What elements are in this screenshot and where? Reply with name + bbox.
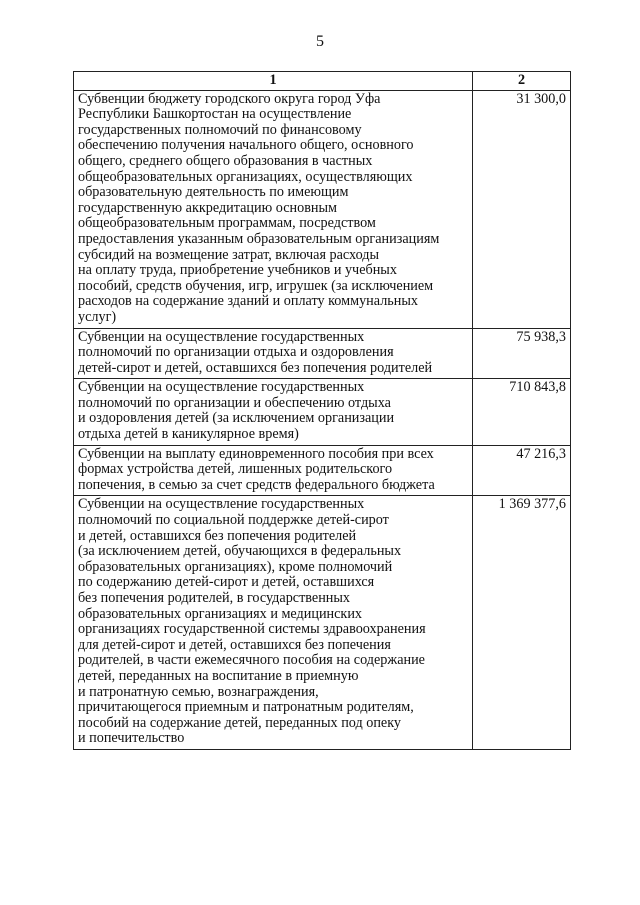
description-line: без попечения родителей, в государственных — [78, 590, 351, 606]
description-line: Республики Башкортостан на осуществление — [78, 106, 352, 123]
row-description — [74, 496, 473, 750]
description-line: детей, переданных на воспитание в приемную — [78, 667, 359, 684]
description-line: формах устройства детей, лишенных родительского — [78, 461, 393, 478]
row-description — [74, 445, 473, 496]
row-description — [74, 379, 473, 445]
table-header-row — [74, 72, 571, 91]
description-line: и патронатную семью, вознаграждения, — [78, 683, 319, 700]
table-row — [74, 90, 571, 328]
row-amount: 75 938,3 — [473, 328, 571, 379]
description-line: детей-сирот и детей, оставшихся без попечения родителей — [78, 359, 433, 376]
table-row — [74, 445, 571, 496]
description-line: организациях государственной системы здравоохранения — [78, 621, 426, 638]
description-line: Субвенции на осуществление государственных — [78, 379, 365, 396]
budget-table — [73, 71, 571, 750]
description-line: субсидий на возмещение затрат, включая расходы — [78, 246, 380, 263]
row-amount: 31 300,0 — [473, 90, 571, 328]
description-line: услуг) — [78, 308, 117, 325]
description-line: и оздоровления детей (за исключением организации — [78, 410, 395, 427]
description-line: и детей, оставшихся без попечения родителей — [78, 527, 357, 544]
description-line: для детей-сирот и детей, оставшихся без попечения — [78, 636, 391, 653]
description-line: Субвенции бюджету городского округа город Уфа — [78, 90, 381, 107]
description-line: расходов на содержание зданий и оплату коммунальных — [78, 293, 418, 310]
description-line: обеспечению получения начального общего, основного — [78, 137, 414, 154]
description-line: (за исключением детей, обучающихся в федеральных — [78, 543, 402, 560]
table-row — [74, 379, 571, 445]
description-line: полномочий по организации и обеспечению отдыха — [78, 394, 391, 411]
row-amount: 47 216,3 — [473, 445, 571, 496]
description-line: причитающегося приемным и патронатным родителям, — [78, 699, 414, 716]
description-line: пособий на содержание детей, переданных под опеку — [78, 714, 402, 731]
description-line: государственных полномочий по финансовому — [78, 121, 362, 138]
table-body — [74, 90, 571, 749]
description-line: образовательных организациях), кроме полномочий — [78, 558, 393, 575]
page-number: 5 — [316, 33, 324, 50]
row-description — [74, 90, 473, 328]
row-description — [74, 328, 473, 379]
row-amount: 710 843,8 — [473, 379, 571, 445]
table-row — [74, 328, 571, 379]
row-amount: 1 369 377,6 — [473, 496, 571, 750]
table-row — [74, 496, 571, 750]
description-line: отдыха детей в каникулярное время) — [78, 426, 299, 443]
description-line: государственную аккредитацию основным — [78, 199, 337, 216]
description-line: образовательную деятельность по имеющим — [78, 184, 349, 201]
description-line: на оплату труда, приобретение учебников и учебных — [78, 262, 397, 279]
description-line: пособий, средств обучения, игр, игрушек (за исключением — [78, 277, 434, 294]
description-line: предоставления указанным образовательным организациям — [78, 230, 440, 247]
description-line: полномочий по организации отдыха и оздоровления — [78, 344, 394, 361]
description-line: по содержанию детей-сирот и детей, оставшихся — [78, 574, 375, 591]
description-line: общего, среднего общего образования в частных — [78, 152, 373, 169]
column-header-amount: 2 — [473, 72, 571, 91]
description-line: общеобразовательным программам, посредством — [78, 215, 376, 232]
description-line: образовательных организациях и медицинских — [78, 605, 363, 622]
description-line: и попечительство — [78, 730, 185, 747]
description-line: Субвенции на осуществление государственных — [78, 328, 365, 345]
description-line: общеобразовательных организациях, осуществляющих — [78, 168, 413, 185]
description-line: Субвенции на выплату единовременного пособия при всех — [78, 445, 434, 462]
description-line: полномочий по социальной поддержке детей-сирот — [78, 512, 389, 529]
description-line: Субвенции на осуществление государственных — [78, 496, 365, 513]
description-line: родителей, в части ежемесячного пособия на содержание — [78, 652, 425, 669]
description-line: попечения, в семью за счет средств федерального бюджета — [78, 476, 435, 493]
column-header-description: 1 — [74, 72, 473, 91]
